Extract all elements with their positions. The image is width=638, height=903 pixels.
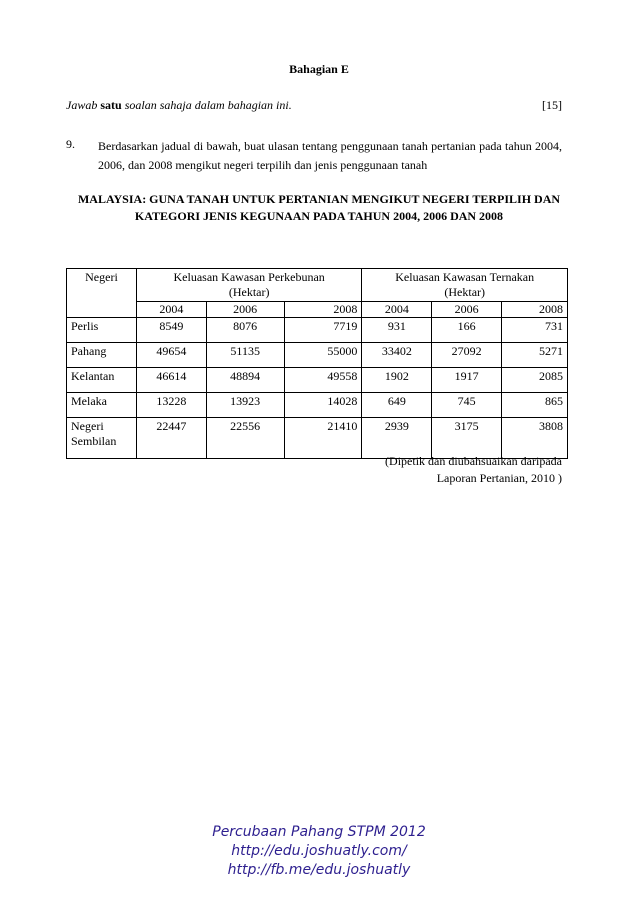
- value-cell: 8549: [136, 318, 206, 343]
- value-cell: 14028: [284, 393, 362, 418]
- year-header: 2004: [362, 302, 432, 318]
- state-cell: Negeri Sembilan: [67, 418, 137, 459]
- year-header: 2004: [136, 302, 206, 318]
- instruction-bold: satu: [100, 98, 122, 112]
- value-cell: 51135: [206, 343, 284, 368]
- data-table: [66, 268, 568, 459]
- instruction-part1: Jawab: [66, 98, 101, 112]
- state-cell: Perlis: [67, 318, 137, 343]
- value-cell: 7719: [284, 318, 362, 343]
- table-row: [67, 318, 568, 343]
- value-cell: 649: [362, 393, 432, 418]
- value-cell: 48894: [206, 368, 284, 393]
- value-cell: 13228: [136, 393, 206, 418]
- instruction-part2: soalan sahaja dalam bahagian ini.: [121, 98, 292, 112]
- table-title: MALAYSIA: GUNA TANAH UNTUK PERTANIAN MENGIKUT NEGERI TERPILIH DAN KATEGORI JENIS KEGUNAAN PADA TAHUN 2004, 2006 DAN 2008: [77, 192, 561, 223]
- table-year-row: [67, 302, 568, 318]
- value-cell: 22447: [136, 418, 206, 459]
- year-header: 2008: [284, 302, 362, 318]
- state-cell: Pahang: [67, 343, 137, 368]
- footer: [0, 823, 638, 880]
- header-group-ternakan: [362, 269, 568, 302]
- footer-title: Percubaan Pahang STPM 2012: [212, 824, 426, 840]
- value-cell: 745: [432, 393, 502, 418]
- instruction: [66, 98, 292, 113]
- value-cell: 22556: [206, 418, 284, 459]
- value-cell: 55000: [284, 343, 362, 368]
- state-cell: Melaka: [67, 393, 137, 418]
- source-line2: Laporan Pertanian, 2010 ): [436, 471, 562, 485]
- section-title: Bahagian E: [289, 62, 349, 76]
- value-cell: 2085: [502, 368, 568, 393]
- marks: [15]: [542, 98, 562, 112]
- question-number: 9.: [66, 137, 75, 151]
- footer-link-facebook[interactable]: http://fb.me/edu.joshuatly: [227, 862, 411, 878]
- value-cell: 49654: [136, 343, 206, 368]
- value-cell: 731: [502, 318, 568, 343]
- value-cell: 27092: [432, 343, 502, 368]
- year-header: 2006: [206, 302, 284, 318]
- state-cell: Kelantan: [67, 368, 137, 393]
- table-header-row: [67, 269, 568, 302]
- table-row: [67, 393, 568, 418]
- header-group-ternakan-line1: Keluasan Kawasan Ternakan: [395, 270, 535, 284]
- source-line1: (Dipetik dan diubahsuaikan daripada: [385, 454, 562, 468]
- year-header: 2006: [432, 302, 502, 318]
- value-cell: 5271: [502, 343, 568, 368]
- value-cell: 2939: [362, 418, 432, 459]
- footer-link-website[interactable]: http://edu.joshuatly.com/: [231, 843, 407, 859]
- value-cell: 8076: [206, 318, 284, 343]
- header-group-ternakan-line2: (Hektar): [444, 285, 486, 299]
- value-cell: 21410: [284, 418, 362, 459]
- value-cell: 3808: [502, 418, 568, 459]
- value-cell: 1917: [432, 368, 502, 393]
- value-cell: 931: [362, 318, 432, 343]
- value-cell: 865: [502, 393, 568, 418]
- year-header: 2008: [502, 302, 568, 318]
- value-cell: 46614: [136, 368, 206, 393]
- header-group-perkebunan-line1: Keluasan Kawasan Perkebunan: [173, 270, 325, 284]
- value-cell: 166: [432, 318, 502, 343]
- table-row: [67, 343, 568, 368]
- source-note: [385, 453, 562, 487]
- value-cell: 1902: [362, 368, 432, 393]
- value-cell: 3175: [432, 418, 502, 459]
- question-text: Berdasarkan jadual di bawah, buat ulasan tentang penggunaan tanah pertanian pada tahun 2004, 2006, dan 2008 mengikut negeri terpilih dan jenis penggunaan tanah: [98, 139, 562, 172]
- value-cell: 49558: [284, 368, 362, 393]
- header-group-perkebunan: [136, 269, 361, 302]
- value-cell: 13923: [206, 393, 284, 418]
- header-group-perkebunan-line2: (Hektar): [228, 285, 270, 299]
- header-state: Negeri: [67, 269, 137, 318]
- value-cell: 33402: [362, 343, 432, 368]
- table-row: [67, 368, 568, 393]
